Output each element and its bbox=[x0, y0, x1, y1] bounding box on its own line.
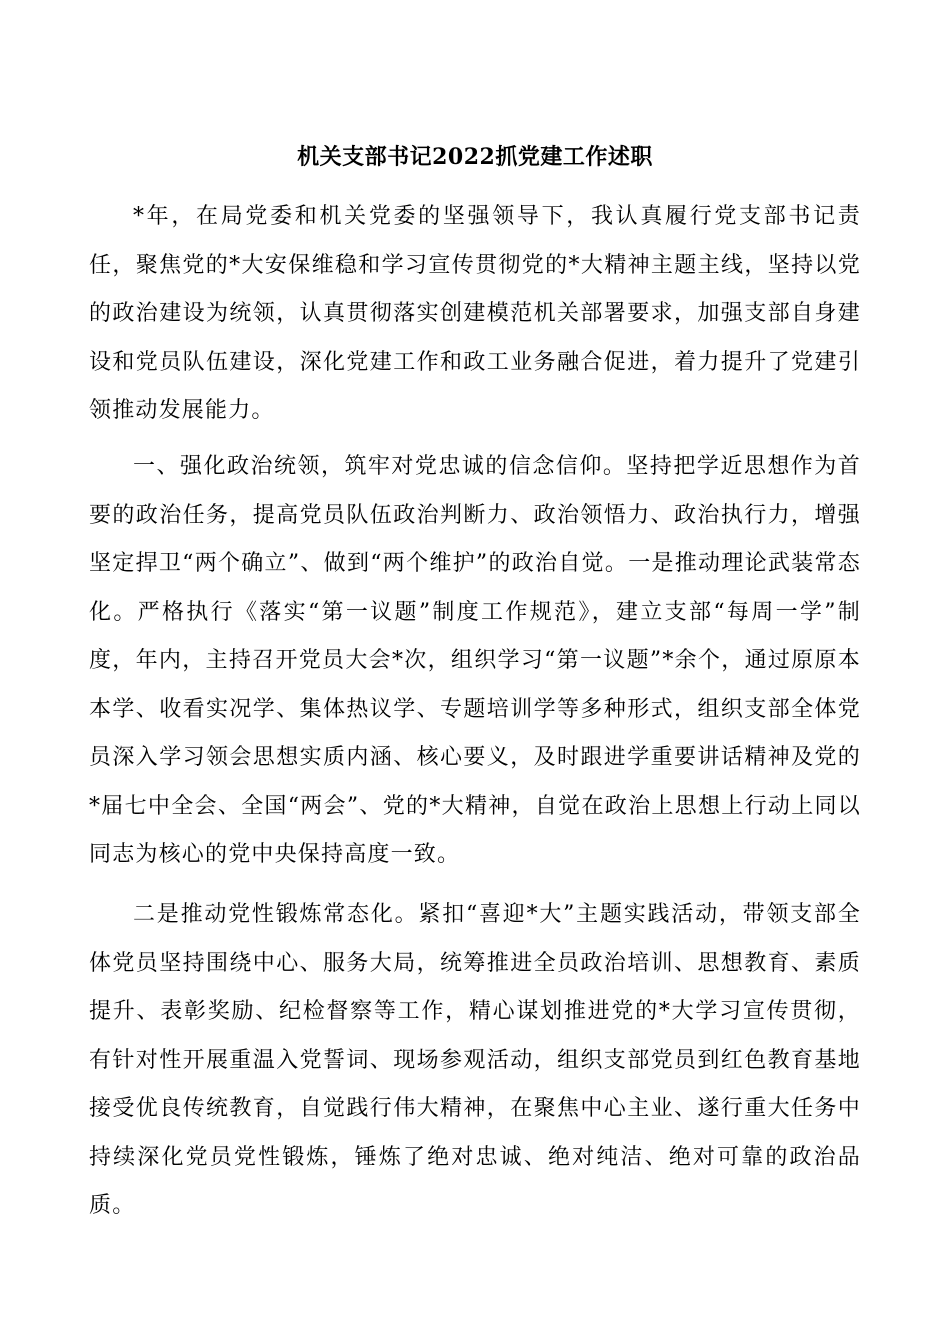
paragraph-intro: *年，在局党委和机关党委的坚强领导下，我认真履行党支部书记责任，聚焦党的*大安保维稳和学习宣传贯彻党的*大精神主题主线，坚持以党的政治建设为统领，认真贯彻落实创建模范机关部署要求，加强支部自身建设和党员队伍建设，深化党建工作和政工业务融合促进，着力提升了党建引领推动发展能力。 bbox=[89, 204, 861, 423]
paragraph-section-one: 一、强化政治统领，筑牢对党忠诚的信念信仰。坚持把学近思想作为首要的政治任务，提高党员队伍政治判断力、政治领悟力、政治执行力，增强坚定捍卫“两个确立”、做到“两个维护”的政治自觉。一是推动理论武装常态化。严格执行《落实“第一议题”制度工作规范》，建立支部“每周一学”制度，年内，主持召开党员大会*次，组织学习“第一议题”*余个，通过原原本本学、收看实况学、集体热议学、专题培训学等多种形式，组织支部全体党员深入学习领会思想实质内涵、核心要义，及时跟进学重要讲话精神及党的*届七中全会、全国“两会”、党的*大精神，自觉在政治上思想上行动上同以同志为核心的党中央保持高度一致。 bbox=[89, 454, 861, 867]
document-title: 机关支部书记2022抓党建工作述职 bbox=[297, 144, 653, 170]
paragraph-party-spirit: 二是推动党性锻炼常态化。紧扣“喜迎*大”主题实践活动，带领支部全体党员坚持围绕中心、服务大局，统筹推进全员政治培训、思想教育、素质提升、表彰奖励、纪检督察等工作，精心谋划推进党的*大学习宣传贯彻，有针对性开展重温入党誓词、现场参观活动，组织支部党员到红色教育基地接受优良传统教育，自觉践行伟大精神，在聚焦中心主业、遂行重大任务中持续深化党员党性锻炼，锤炼了绝对忠诚、绝对纯洁、绝对可靠的政治品质。 bbox=[89, 902, 861, 1218]
